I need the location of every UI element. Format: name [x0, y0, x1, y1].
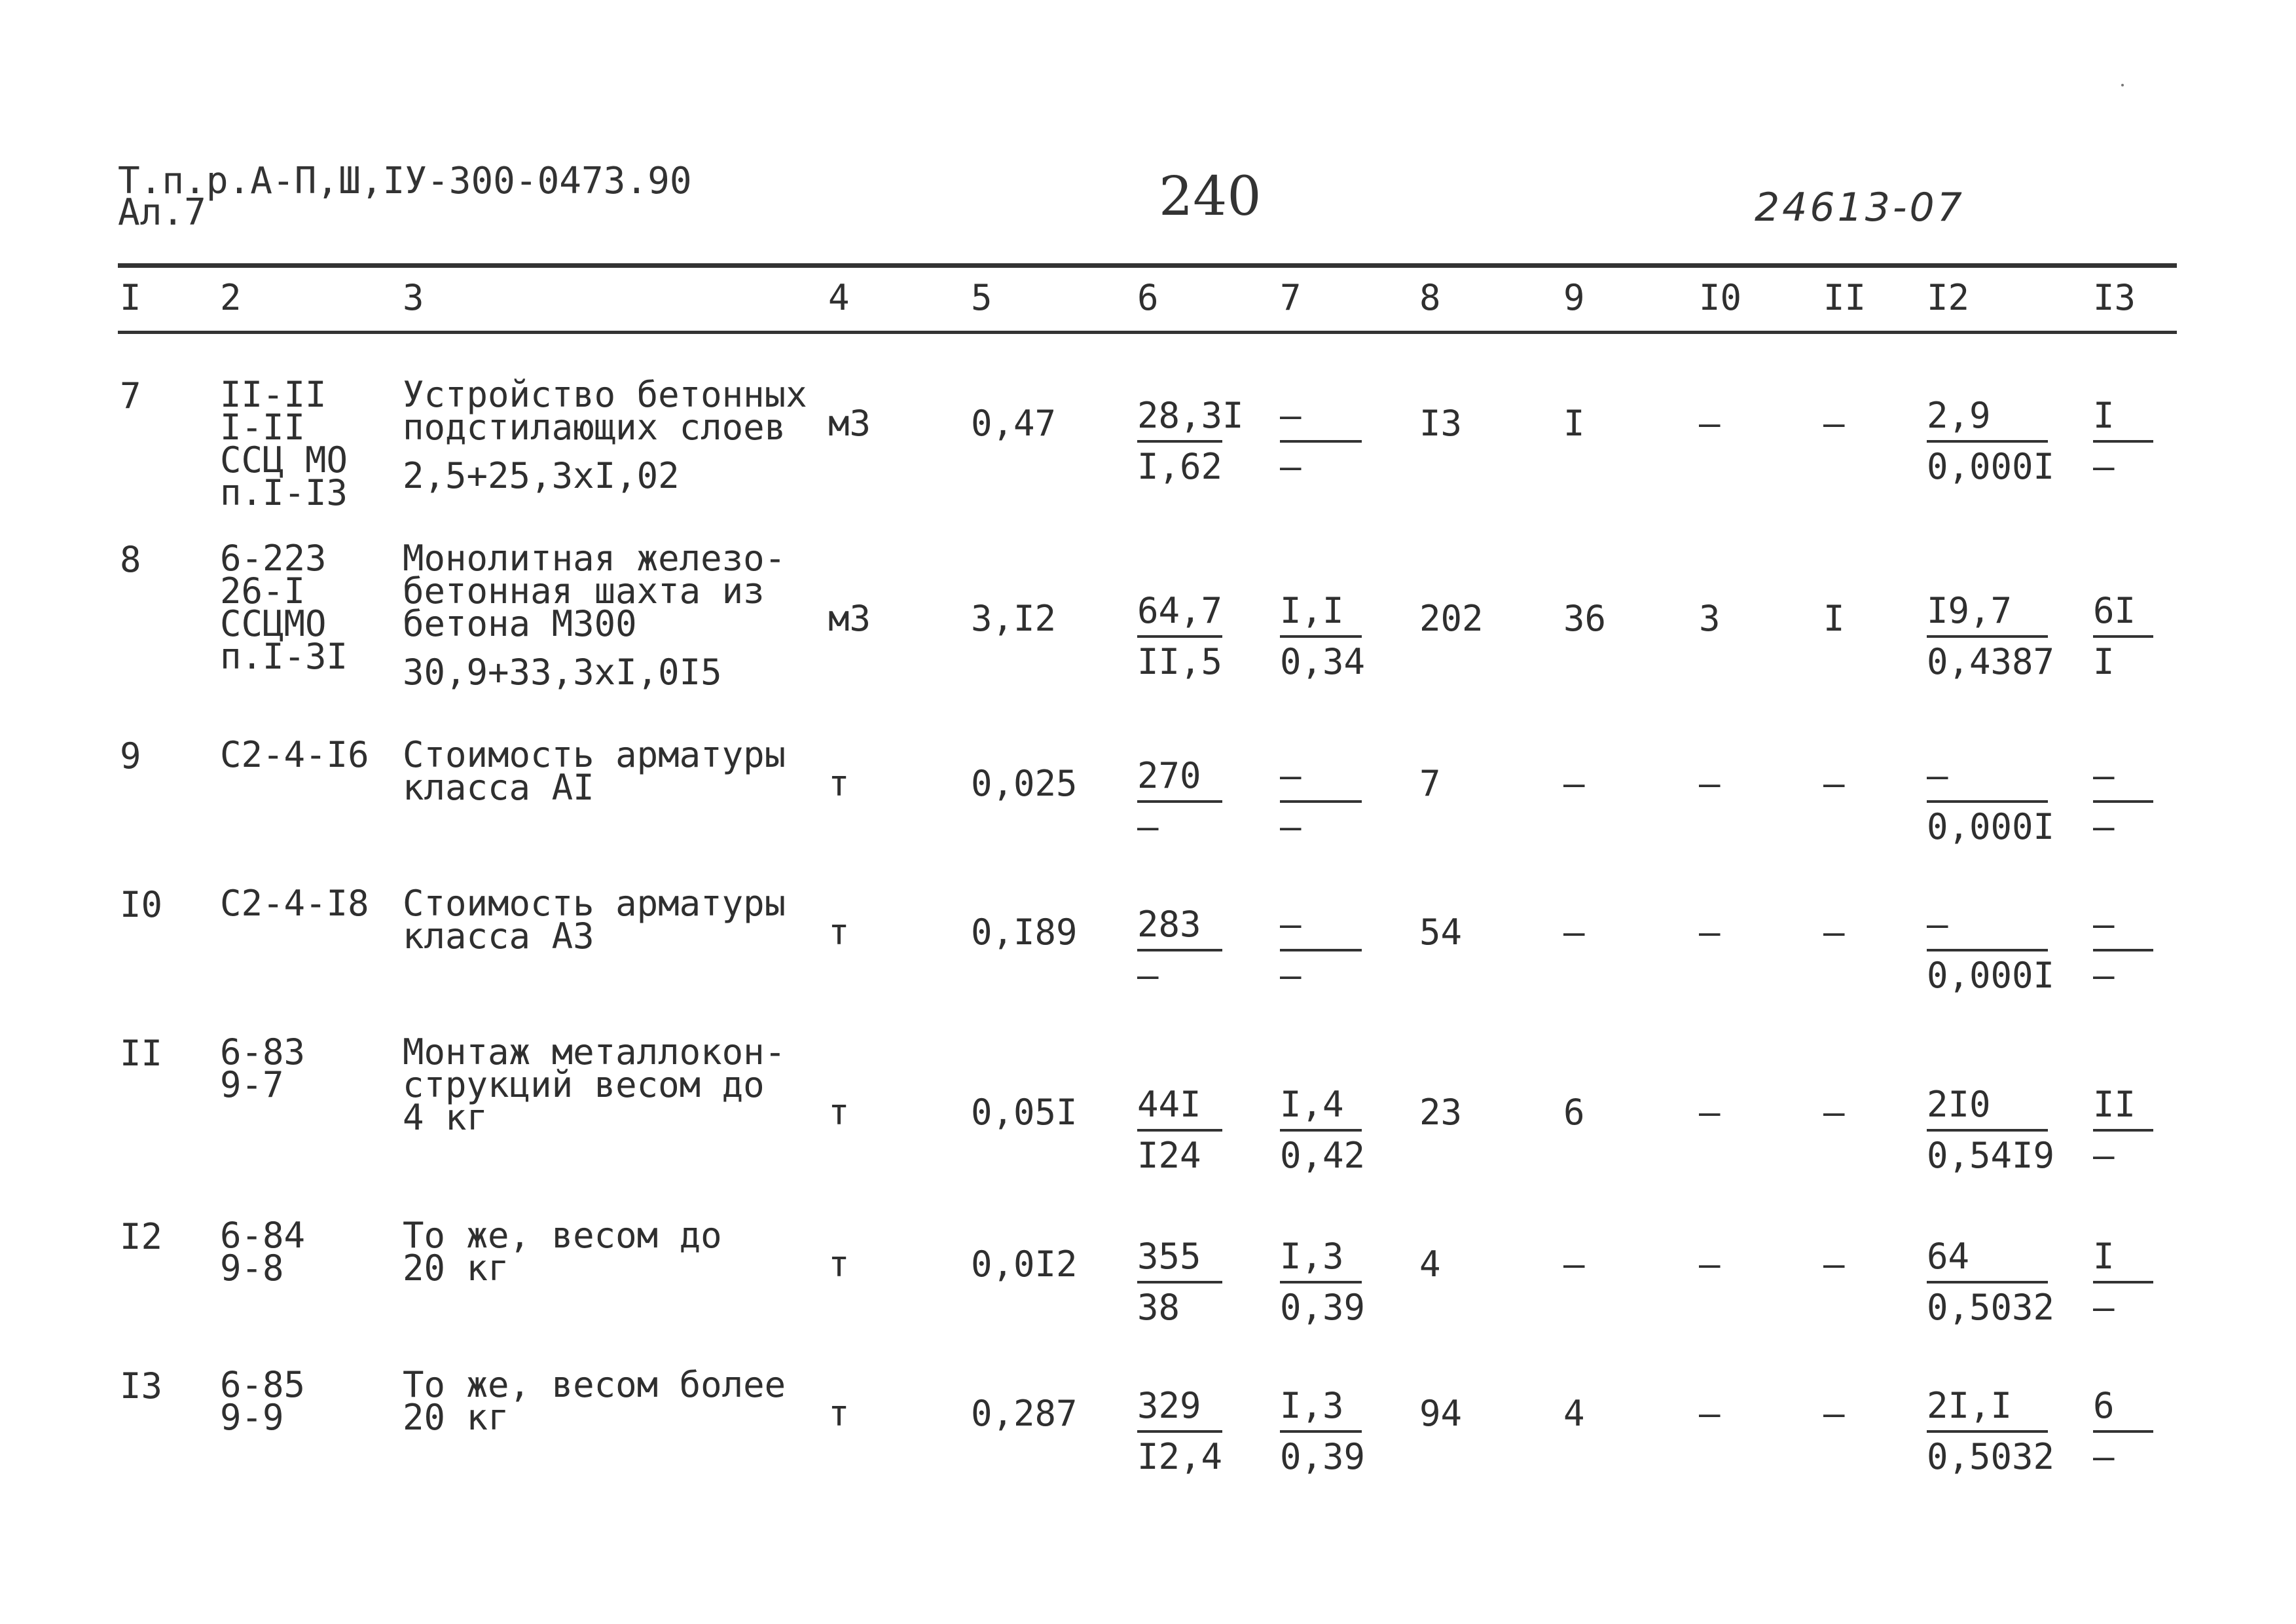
unit: м3 [828, 403, 871, 444]
fraction-col-12 [1927, 755, 2055, 847]
work-name: Стоимость арматуры класса А3 [403, 883, 786, 957]
value-col-9: – [1563, 763, 1585, 804]
fraction-denominator: 0,5032 [1927, 1436, 2055, 1477]
fraction-denominator: I,62 [1137, 446, 1223, 487]
table-top-rule [118, 263, 2177, 268]
fraction-denominator: – [1137, 806, 1159, 847]
row-number: 7 [120, 375, 141, 416]
work-name: Монолитная железо- бетонная шахта из бетона М300 [403, 538, 786, 644]
value-col-8: 202 [1419, 598, 1484, 639]
fraction-col-12 [1927, 1084, 2055, 1176]
value-col-8: 54 [1419, 912, 1463, 953]
fraction-denominator: 0,5032 [1927, 1287, 2055, 1328]
column-number-2: 2 [220, 277, 242, 318]
rate-code: С2-4-I8 [220, 883, 369, 924]
fraction-denominator: – [1280, 955, 1302, 996]
fraction-numerator: I,4 [1280, 1087, 1362, 1132]
header-bottom-rule [118, 331, 2177, 334]
value-col-10: – [1699, 1244, 1721, 1285]
archive-number: 24613-07 [1755, 185, 1965, 231]
fraction-numerator: II [2093, 1087, 2153, 1132]
fraction-col-6 [1137, 590, 1223, 682]
fraction-denominator: I2,4 [1137, 1436, 1223, 1477]
value-col-10: – [1699, 1393, 1721, 1434]
quantity-formula: 30,9+33,3хI,0I5 [403, 652, 722, 693]
unit: т [828, 763, 850, 804]
fraction-numerator: – [1927, 907, 2048, 951]
quantity: 0,025 [971, 763, 1078, 804]
page-number: 240 [1159, 166, 1262, 228]
fraction-denominator: 0,54I9 [1927, 1135, 2055, 1176]
fraction-denominator: – [2093, 1135, 2115, 1176]
quantity: 0,05I [971, 1092, 1078, 1133]
work-name: То же, весом до 20 кг [403, 1215, 722, 1289]
fraction-col-13 [2093, 755, 2153, 847]
value-col-9: 4 [1563, 1393, 1585, 1434]
fraction-numerator: 44I [1137, 1087, 1222, 1132]
value-col-9: – [1563, 1244, 1585, 1285]
value-col-9: 36 [1563, 598, 1607, 639]
work-name: Устройство бетонных подстилающих слоев [403, 374, 807, 448]
fraction-numerator: 2I0 [1927, 1087, 2048, 1132]
fraction-col-6 [1137, 395, 1244, 487]
fraction-denominator: – [2093, 1287, 2115, 1328]
sheet-label: Ал.7 [118, 191, 206, 234]
column-number-8: 8 [1419, 277, 1441, 318]
column-number-5: 5 [971, 277, 993, 318]
value-col-11: – [1823, 1092, 1845, 1133]
value-col-8: 4 [1419, 1244, 1441, 1285]
value-col-10: – [1699, 912, 1721, 953]
fraction-numerator: – [1280, 907, 1362, 951]
unit: т [828, 912, 850, 953]
fraction-numerator: I [2093, 1239, 2153, 1283]
fraction-numerator: 64 [1927, 1239, 2048, 1283]
column-number-4: 4 [828, 277, 850, 318]
rate-code: 6-84 9-8 [220, 1215, 306, 1289]
row-number: II [120, 1033, 163, 1074]
fraction-numerator: 329 [1137, 1388, 1222, 1433]
fraction-denominator: 0,34 [1280, 641, 1366, 682]
fraction-numerator: 64,7 [1137, 593, 1222, 638]
fraction-numerator: I,3 [1280, 1239, 1362, 1283]
column-number-13: I3 [2093, 277, 2136, 318]
rate-code: II-II I-II ССЦ МО п.I-I3 [220, 374, 348, 513]
fraction-denominator: 0,4387 [1927, 641, 2055, 682]
fraction-col-13 [2093, 590, 2153, 682]
fraction-denominator: – [2093, 1436, 2115, 1477]
fraction-numerator: – [2093, 758, 2153, 803]
column-number-7: 7 [1280, 277, 1302, 318]
work-name: Стоимость арматуры класса АI [403, 734, 786, 808]
fraction-col-13 [2093, 1236, 2153, 1328]
quantity: 0,I89 [971, 912, 1078, 953]
value-col-8: I3 [1419, 403, 1463, 444]
fraction-col-6 [1137, 1385, 1223, 1477]
fraction-numerator: 2,9 [1927, 398, 2048, 443]
fraction-col-12 [1927, 395, 2055, 487]
rate-code: С2-4-I6 [220, 734, 369, 775]
fraction-denominator: I [2093, 641, 2115, 682]
column-number-9: 9 [1563, 277, 1585, 318]
row-number: 9 [120, 735, 141, 777]
fraction-numerator: 283 [1137, 907, 1222, 951]
row-number: 8 [120, 539, 141, 580]
fraction-denominator: 38 [1137, 1287, 1180, 1328]
unit: т [828, 1244, 850, 1285]
fraction-numerator: 6I [2093, 593, 2153, 638]
fraction-numerator: 28,3I [1137, 398, 1222, 443]
fraction-col-6 [1137, 904, 1222, 996]
fraction-denominator: – [1137, 955, 1159, 996]
value-col-10: – [1699, 763, 1721, 804]
fraction-denominator: – [2093, 955, 2115, 996]
quantity: 3,I2 [971, 598, 1057, 639]
value-col-9: I [1563, 403, 1585, 444]
fraction-denominator: 0,39 [1280, 1436, 1366, 1477]
fraction-denominator: 0,39 [1280, 1287, 1366, 1328]
fraction-denominator: – [1280, 446, 1302, 487]
column-number-10: I0 [1699, 277, 1742, 318]
fraction-denominator: – [2093, 446, 2115, 487]
fraction-numerator: I9,7 [1927, 593, 2048, 638]
column-number-11: II [1823, 277, 1867, 318]
unit: т [828, 1092, 850, 1133]
fraction-col-7 [1280, 1236, 1366, 1328]
rate-code: 6-83 9-7 [220, 1031, 306, 1105]
row-number: I3 [120, 1365, 163, 1407]
fraction-denominator: – [2093, 806, 2115, 847]
value-col-8: 94 [1419, 1393, 1463, 1434]
row-number: I2 [120, 1216, 163, 1257]
unit: м3 [828, 598, 871, 639]
value-col-10: 3 [1699, 598, 1721, 639]
fraction-col-12 [1927, 1385, 2055, 1477]
work-name: То же, весом более 20 кг [403, 1364, 786, 1438]
fraction-numerator: 6 [2093, 1388, 2153, 1433]
quantity-formula: 2,5+25,3хI,02 [403, 455, 680, 496]
fraction-numerator: – [2093, 907, 2153, 951]
fraction-numerator: 355 [1137, 1239, 1222, 1283]
value-col-8: 23 [1419, 1092, 1463, 1133]
fraction-col-6 [1137, 1236, 1222, 1328]
quantity: 0,47 [971, 403, 1057, 444]
fraction-col-7 [1280, 395, 1362, 487]
fraction-numerator: – [1280, 758, 1362, 803]
value-col-9: – [1563, 912, 1585, 953]
speck [2121, 84, 2124, 86]
fraction-numerator: – [1280, 398, 1362, 443]
fraction-col-7 [1280, 1084, 1366, 1176]
fraction-col-13 [2093, 1084, 2153, 1176]
fraction-col-12 [1927, 904, 2055, 996]
fraction-col-13 [2093, 1385, 2153, 1477]
fraction-denominator: 0,000I [1927, 955, 2055, 996]
column-number-6: 6 [1137, 277, 1159, 318]
column-number-3: 3 [403, 277, 424, 318]
fraction-numerator: I [2093, 398, 2153, 443]
fraction-denominator: 0,000I [1927, 806, 2055, 847]
fraction-col-12 [1927, 590, 2055, 682]
work-name: Монтаж металлокон- струкций весом до 4 кг [403, 1031, 786, 1138]
value-col-9: 6 [1563, 1092, 1585, 1133]
fraction-numerator: I,I [1280, 593, 1362, 638]
fraction-col-12 [1927, 1236, 2055, 1328]
column-number-1: I [120, 277, 141, 318]
value-col-11: – [1823, 1244, 1845, 1285]
fraction-numerator: – [1927, 758, 2048, 803]
fraction-col-7 [1280, 1385, 1366, 1477]
rate-code: 6-223 26-I ССЦМО п.I-3I [220, 538, 348, 677]
fraction-col-6 [1137, 755, 1222, 847]
value-col-11: I [1823, 598, 1845, 639]
fraction-denominator: I24 [1137, 1135, 1201, 1176]
fraction-denominator: 0,42 [1280, 1135, 1366, 1176]
quantity: 0,287 [971, 1393, 1078, 1434]
quantity: 0,0I2 [971, 1244, 1078, 1285]
document-code: Т.п.р.А-П,Ш,IУ-300-0473.90 [118, 160, 692, 202]
value-col-11: – [1823, 1393, 1845, 1434]
fraction-col-13 [2093, 904, 2153, 996]
fraction-col-7 [1280, 755, 1362, 847]
value-col-11: – [1823, 912, 1845, 953]
fraction-denominator: II,5 [1137, 641, 1223, 682]
fraction-denominator: – [1280, 806, 1302, 847]
value-col-10: – [1699, 1092, 1721, 1133]
unit: т [828, 1393, 850, 1434]
rate-code: 6-85 9-9 [220, 1364, 306, 1438]
row-number: I0 [120, 884, 163, 925]
value-col-11: – [1823, 403, 1845, 444]
fraction-numerator: I,3 [1280, 1388, 1362, 1433]
fraction-col-13 [2093, 395, 2153, 487]
fraction-col-7 [1280, 904, 1362, 996]
value-col-8: 7 [1419, 763, 1441, 804]
value-col-10: – [1699, 403, 1721, 444]
fraction-col-7 [1280, 590, 1366, 682]
fraction-col-6 [1137, 1084, 1222, 1176]
fraction-denominator: 0,000I [1927, 446, 2055, 487]
column-number-12: I2 [1927, 277, 1970, 318]
value-col-11: – [1823, 763, 1845, 804]
fraction-numerator: 270 [1137, 758, 1222, 803]
fraction-numerator: 2I,I [1927, 1388, 2048, 1433]
